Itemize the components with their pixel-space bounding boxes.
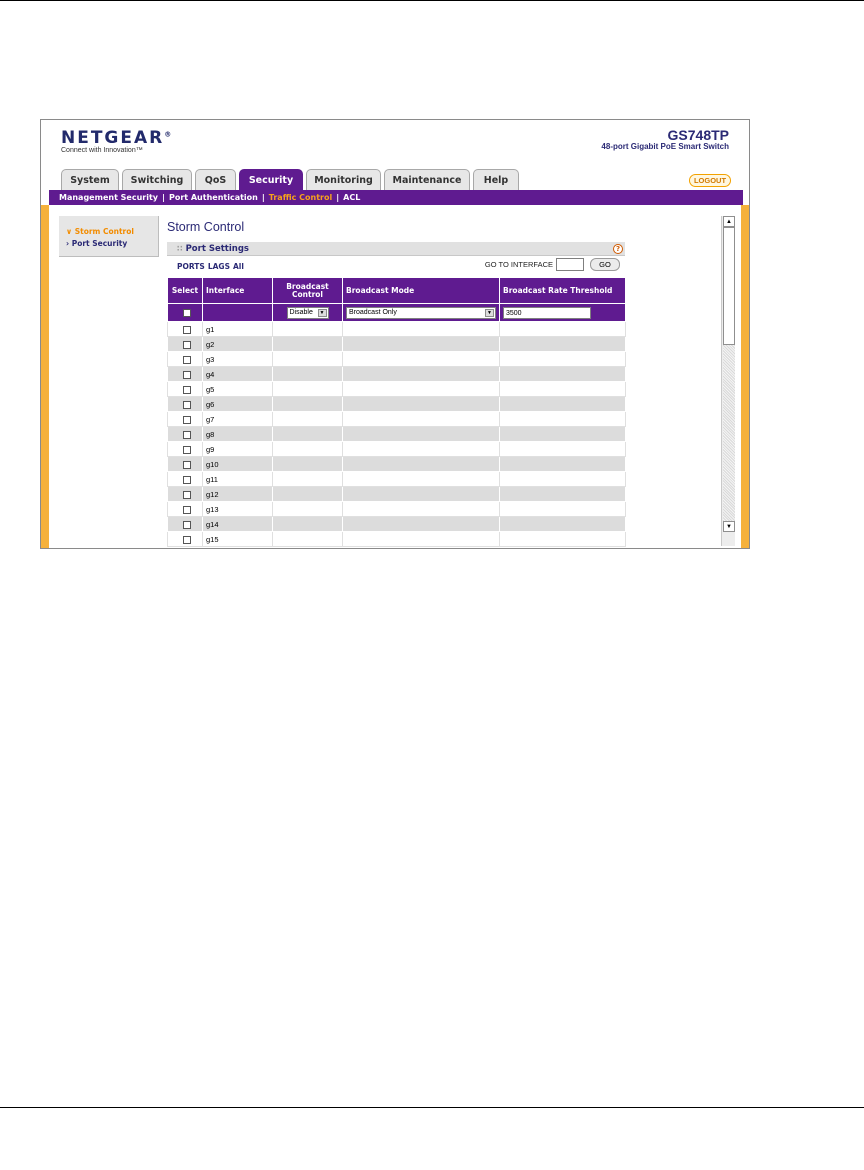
empty-cell	[343, 502, 500, 517]
empty-cell	[273, 412, 343, 427]
model-name: GS748TP	[667, 127, 729, 143]
scroll-up-icon[interactable]: ▲	[723, 216, 735, 227]
row-select-checkbox[interactable]	[183, 386, 191, 394]
empty-cell	[273, 487, 343, 502]
left-frame-border	[41, 205, 49, 549]
port-filter-bar	[167, 256, 625, 276]
leftnav-item-port-security[interactable]: › Port Security	[66, 239, 128, 248]
control-row	[168, 304, 626, 322]
table-row	[168, 367, 626, 382]
empty-cell	[500, 502, 626, 517]
row-select-checkbox[interactable]	[183, 521, 191, 529]
leftnav-item-storm-control[interactable]: ∨ Storm Control	[66, 227, 134, 236]
row-select-checkbox[interactable]	[183, 491, 191, 499]
screenshot-frame	[40, 119, 750, 549]
main-tabs	[61, 169, 522, 190]
subnav-management-security[interactable]: Management Security	[59, 193, 159, 202]
help-icon[interactable]: ?	[613, 244, 623, 254]
row-select-checkbox[interactable]	[183, 506, 191, 514]
storm-control-table	[167, 277, 626, 547]
row-select-checkbox[interactable]	[183, 536, 191, 544]
subnav-acl[interactable]: ACL	[343, 193, 361, 202]
empty-cell	[343, 397, 500, 412]
col-select: Select	[168, 278, 203, 304]
tab-switching[interactable]: Switching	[122, 169, 192, 190]
empty-cell	[500, 322, 626, 337]
empty-cell	[343, 367, 500, 382]
subnav-port-authentication[interactable]: Port Authentication	[168, 193, 258, 202]
col-broadcast-mode: Broadcast Mode	[343, 278, 500, 304]
chevron-down-icon: ∨	[66, 227, 75, 236]
empty-cell	[500, 337, 626, 352]
subnav-traffic-control[interactable]: Traffic Control	[268, 193, 333, 202]
empty-cell	[343, 442, 500, 457]
empty-cell	[273, 457, 343, 472]
interface-cell: g15	[203, 532, 273, 547]
right-frame-border	[741, 205, 749, 549]
empty-cell	[500, 367, 626, 382]
empty-cell	[500, 472, 626, 487]
interface-cell: g13	[203, 502, 273, 517]
dropdown-arrow-icon: ▼	[318, 309, 327, 317]
ports-link[interactable]: PORTS	[177, 262, 205, 271]
table-row	[168, 487, 626, 502]
row-select-checkbox[interactable]	[183, 371, 191, 379]
row-select-checkbox[interactable]	[183, 416, 191, 424]
goto-interface-input[interactable]	[556, 258, 584, 271]
tab-qos[interactable]: QoS	[195, 169, 236, 190]
empty-cell	[343, 412, 500, 427]
tab-system[interactable]: System	[61, 169, 119, 190]
empty-cell	[500, 412, 626, 427]
select-all-checkbox[interactable]	[183, 309, 191, 317]
empty-cell	[273, 442, 343, 457]
table-header-row	[168, 278, 626, 304]
table-row	[168, 502, 626, 517]
row-select-checkbox[interactable]	[183, 356, 191, 364]
empty-cell	[343, 427, 500, 442]
broadcast-mode-select[interactable]: Broadcast Only ▼	[346, 307, 496, 319]
interface-cell: g9	[203, 442, 273, 457]
header	[41, 120, 749, 190]
document-bottom-rule	[0, 1107, 864, 1108]
row-select-checkbox[interactable]	[183, 461, 191, 469]
interface-cell: g6	[203, 397, 273, 412]
model-description: 48-port Gigabit PoE Smart Switch	[601, 142, 729, 151]
empty-cell	[273, 517, 343, 532]
empty-cell	[343, 337, 500, 352]
col-interface: Interface	[203, 278, 273, 304]
empty-cell	[343, 532, 500, 547]
scroll-track[interactable]	[723, 345, 735, 521]
empty-cell	[273, 337, 343, 352]
empty-cell	[500, 532, 626, 547]
empty-cell	[273, 322, 343, 337]
interface-cell: g3	[203, 352, 273, 367]
interface-cell: g7	[203, 412, 273, 427]
page-title: Storm Control	[167, 220, 245, 234]
left-nav	[59, 216, 159, 257]
port-type-links	[177, 262, 247, 271]
subnav-separator: |	[162, 193, 165, 202]
empty-cell	[500, 352, 626, 367]
security-subnav	[49, 190, 743, 205]
table-row	[168, 457, 626, 472]
empty-cell	[343, 472, 500, 487]
table-row	[168, 427, 626, 442]
table-row	[168, 337, 626, 352]
threshold-input[interactable]: 3500	[503, 307, 591, 319]
empty-cell	[500, 442, 626, 457]
empty-cell	[500, 397, 626, 412]
tab-maintenance[interactable]: Maintenance	[384, 169, 470, 190]
interface-cell: g1	[203, 322, 273, 337]
grip-icon: ∷	[177, 244, 183, 253]
empty-cell	[273, 382, 343, 397]
empty-cell	[273, 427, 343, 442]
interface-cell: g12	[203, 487, 273, 502]
table-row	[168, 442, 626, 457]
empty-cell	[343, 487, 500, 502]
row-select-checkbox[interactable]	[183, 431, 191, 439]
main-content	[167, 216, 637, 547]
table-row	[168, 397, 626, 412]
table-row	[168, 322, 626, 337]
empty-cell	[500, 427, 626, 442]
row-select-checkbox[interactable]	[183, 446, 191, 454]
port-settings-header: ∷ Port Settings ?	[167, 242, 625, 256]
row-select-checkbox[interactable]	[183, 326, 191, 334]
table-row	[168, 532, 626, 547]
table-row	[168, 352, 626, 367]
row-select-checkbox[interactable]	[183, 476, 191, 484]
interface-cell: g11	[203, 472, 273, 487]
row-select-checkbox[interactable]	[183, 341, 191, 349]
lags-link[interactable]: LAGS	[207, 262, 230, 271]
table-row	[168, 472, 626, 487]
chevron-right-icon: ›	[66, 239, 72, 248]
goto-interface-label: GO TO INTERFACE	[484, 260, 553, 269]
table-row	[168, 412, 626, 427]
empty-cell	[500, 457, 626, 472]
interface-cell: g14	[203, 517, 273, 532]
empty-cell	[273, 367, 343, 382]
tagline: Connect with Innovation™	[61, 147, 143, 154]
goto-interface	[485, 258, 620, 271]
empty-cell	[273, 532, 343, 547]
empty-cell	[500, 487, 626, 502]
tab-help[interactable]: Help	[473, 169, 519, 190]
go-button[interactable]: GO	[590, 258, 620, 271]
tab-security[interactable]: Security	[239, 169, 303, 190]
empty-cell	[273, 472, 343, 487]
empty-cell	[273, 502, 343, 517]
interface-cell: g8	[203, 427, 273, 442]
empty-cell	[273, 352, 343, 367]
scroll-thumb[interactable]	[723, 227, 735, 345]
document-top-rule	[0, 0, 864, 1]
tab-monitoring[interactable]: Monitoring	[306, 169, 381, 190]
row-select-checkbox[interactable]	[183, 401, 191, 409]
empty-cell	[343, 322, 500, 337]
empty-cell	[273, 397, 343, 412]
vertical-scrollbar[interactable]	[721, 216, 735, 546]
empty-cell	[343, 382, 500, 397]
col-broadcast-control: Broadcast Control	[273, 278, 343, 304]
interface-cell: g2	[203, 337, 273, 352]
empty-cell	[343, 517, 500, 532]
empty-cell	[500, 517, 626, 532]
all-link[interactable]: All	[233, 262, 244, 271]
empty-cell	[343, 352, 500, 367]
table-row	[168, 382, 626, 397]
subnav-separator: |	[261, 193, 265, 202]
table-row	[168, 517, 626, 532]
scroll-down-icon[interactable]: ▼	[723, 521, 735, 532]
netgear-logo: NETGEAR®	[61, 128, 172, 148]
interface-cell: g5	[203, 382, 273, 397]
empty-cell	[343, 457, 500, 472]
interface-cell: g4	[203, 367, 273, 382]
logout-button[interactable]: LOGOUT	[689, 174, 731, 187]
subnav-separator: |	[336, 193, 340, 202]
dropdown-arrow-icon: ▼	[485, 309, 494, 317]
interface-cell: g10	[203, 457, 273, 472]
col-broadcast-rate-threshold: Broadcast Rate Threshold	[500, 278, 626, 304]
broadcast-control-select[interactable]: Disable ▼	[287, 307, 329, 319]
empty-cell	[500, 382, 626, 397]
